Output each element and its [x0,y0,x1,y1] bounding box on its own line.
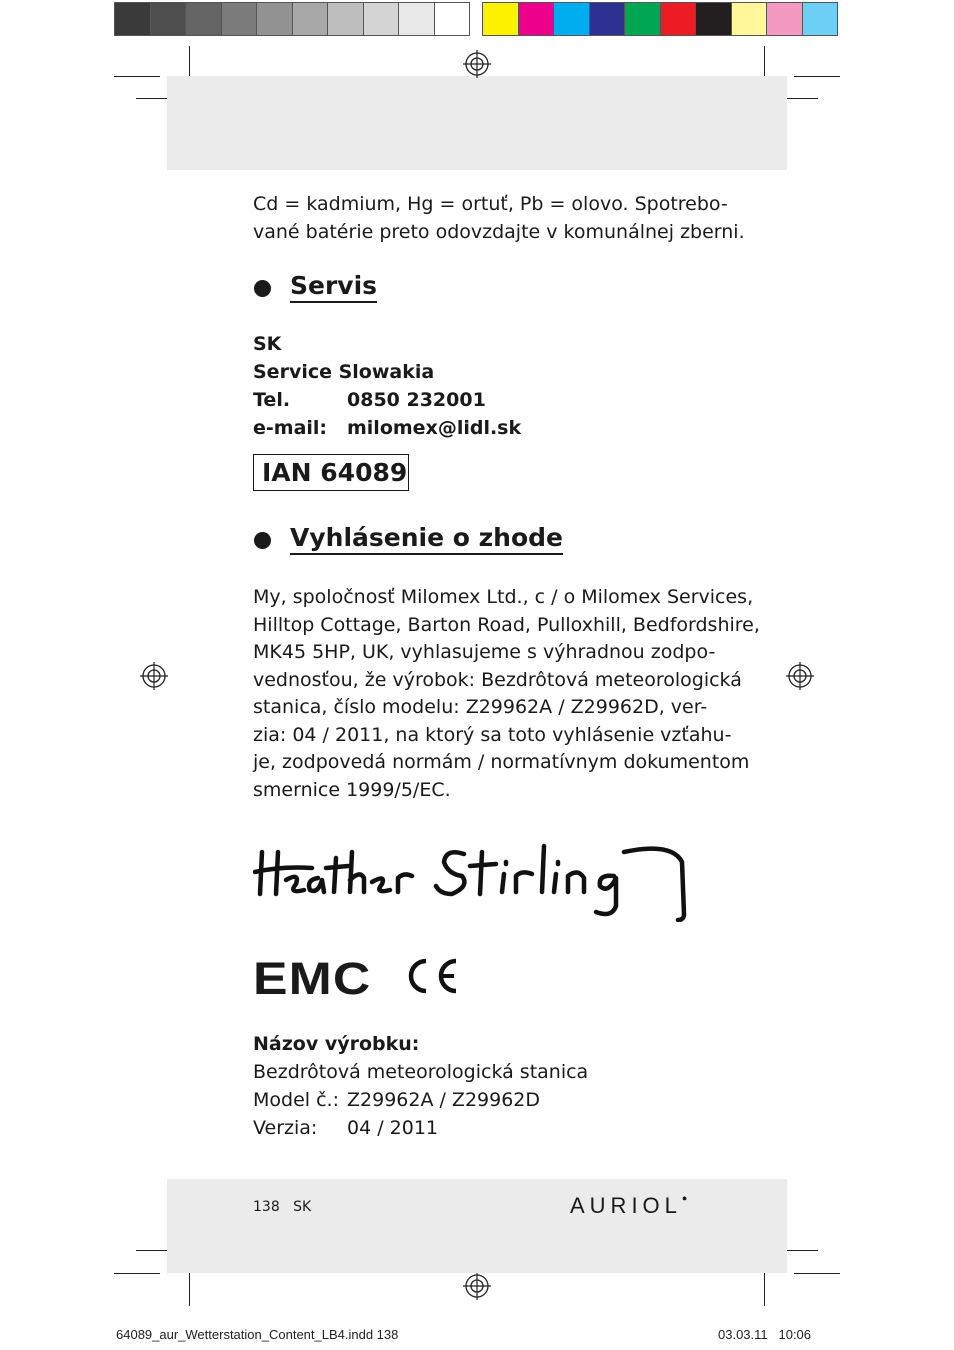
declaration-line: stanica, číslo modelu: Z29962A / Z29962D, ver- [253,696,708,718]
color-swatch [328,2,364,36]
color-swatch [115,2,151,36]
color-swatch [767,2,803,36]
bullet-icon [254,280,271,297]
print-slug-time: 10:06 [778,1327,812,1342]
brand-logo [570,1193,687,1219]
color-swatch [151,2,187,36]
registration-mark-top-icon [463,50,491,78]
color-swatch [483,2,519,36]
declaration-line: MK45 5HP, UK, vyhlasujeme s výhradnou zodpo- [253,641,716,663]
color-swatch [186,2,222,36]
header-band [167,76,787,170]
color-calibration-bar [114,2,838,36]
gray-swatches [114,2,470,36]
brand-registered-icon: ● [681,1193,688,1203]
service-email-row [253,414,521,442]
service-name: Service Slowakia [253,361,435,383]
service-contact [253,330,521,442]
intro-line-1: Cd = kadmium, Hg = ortuť, Pb = olovo. Spotrebo- [253,193,728,215]
product-model-value: Z29962A / Z29962D [347,1089,541,1111]
declaration-line: vednosťou, že výrobok: Bezdrôtová meteorologická [253,668,742,691]
registration-mark-left-icon [140,662,168,690]
declaration-line: My, spoločnosť Milomex Ltd., c / o Milomex Services, [253,586,754,608]
page-footer-left [253,1199,311,1215]
product-version-row [253,1114,588,1142]
declaration-line: je, zodpovedá normám / normatívnym dokumentom [253,751,750,773]
color-swatch [519,2,555,36]
color-swatch [554,2,590,36]
product-version-value: 04 / 2011 [347,1117,439,1139]
page-lang: SK [293,1199,312,1215]
color-swatches [482,2,838,36]
ian-number: IAN 64089 [253,454,409,491]
product-label: Názov výrobku: [253,1033,420,1055]
declaration-line: smernice 1999/5/EC. [253,778,451,801]
color-swatch [435,2,471,36]
color-swatch [803,2,839,36]
product-name: Bezdrôtová meteorologická stanica [253,1061,589,1083]
brand-logo-text: AURIOL [570,1193,682,1218]
registration-mark-right-icon [786,662,814,690]
product-info [253,1030,588,1142]
color-swatch [257,2,293,36]
declaration-heading [290,523,563,552]
color-swatch [364,2,400,36]
print-slug-date: 03.03.11 [718,1327,768,1342]
intro-paragraph [253,191,745,246]
service-email-value: milomex@lidl.sk [347,417,522,439]
service-tel-value: 0850 232001 [347,389,486,411]
ce-mark-icon [402,956,462,996]
color-swatch [696,2,732,36]
signature-image [252,822,697,922]
color-swatch [732,2,768,36]
service-tel-label: Tel. [253,389,291,411]
service-country: SK [253,333,282,355]
emc-mark: EMC [253,953,372,1004]
intro-line-2: vané batérie preto odovzdajte v komunálnej zberni. [253,220,745,243]
footer-band [167,1179,787,1273]
servis-heading-text: Servis [290,271,377,303]
product-model-label: Model č.: [253,1089,339,1111]
service-email-label: e-mail: [253,417,328,439]
bullet-icon [254,532,271,549]
color-swatch [399,2,435,36]
service-tel-row [253,386,521,414]
servis-heading [290,271,377,300]
print-slug-file: 64089_aur_Wetterstation_Content_LB4.indd 138 [116,1327,399,1342]
declaration-line: zia: 04 / 2011, na ktorý sa toto vyhlásenie vzťahu- [253,723,732,746]
declaration-line: Hilltop Cottage, Barton Road, Pulloxhill, Bedfordshire, [253,613,760,636]
color-swatch [590,2,626,36]
color-swatch [293,2,329,36]
color-swatch [625,2,661,36]
color-swatch [661,2,697,36]
registration-mark-bottom-icon [463,1272,491,1300]
product-model-row [253,1086,588,1114]
page-number: 138 [253,1199,280,1215]
declaration-heading-text: Vyhlásenie o zhode [290,523,563,555]
product-version-label: Verzia: [253,1117,318,1139]
print-slug-datetime [718,1327,811,1342]
declaration-paragraph [253,584,760,804]
color-swatch [222,2,258,36]
